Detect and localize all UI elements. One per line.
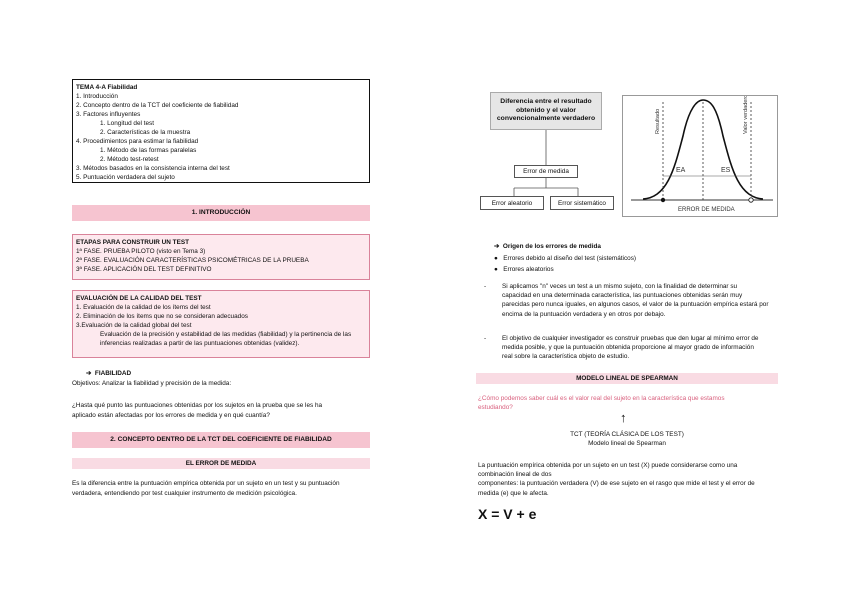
paragraph-line: parecidas pero nunca iguales, en algunos casos, el valor de la puntuación empírica estará por (502, 301, 769, 309)
toc-subitem: 1. Longitud del test (100, 120, 155, 127)
paragraph-line: combinación lineal de dos (478, 471, 552, 479)
es-label: ES (721, 167, 731, 174)
fiabilidad-heading (86, 369, 131, 378)
etapas-title: ETAPAS PARA CONSTRUIR UN TEST (76, 239, 190, 246)
question-line: ¿Hasta qué punto las puntuaciones obtenidas por los sujetos en la prueba que se les ha (72, 402, 323, 409)
paragraph-2 (502, 334, 778, 362)
origen-label: Origen de los errores de medida (502, 243, 601, 250)
ea-label: EA (676, 167, 686, 174)
dash-bullet: - (484, 335, 487, 342)
resultado-point (661, 198, 665, 202)
toc-item: 3. Métodos basados en la consistencia interna del test (76, 165, 230, 172)
etapas-item: 2ª FASE. EVALUACIÓN CARACTERÍSTICAS PSICOMÉTRICAS DE LA PRUEBA (76, 257, 309, 264)
fiabilidad-label: FIABILIDAD (94, 370, 132, 377)
x-axis-label: ERROR DE MEDIDA (678, 207, 735, 213)
arrow-right-icon: ➔ (494, 243, 500, 250)
objetivos-text: Objetivos: Analizar la fiabilidad y precisión de la medida: (72, 380, 232, 387)
error-paragraph-line: verdadera, entendiendo por test cualquier instrumento de medición psicológica. (72, 490, 297, 497)
paragraph-line: componentes: la puntuación verdadera (V) de ese sujeto en el rasgo que mide el test y el error de (478, 480, 755, 488)
valor-verdadero-point (749, 198, 753, 202)
evaluacion-item: 1. Evaluación de la calidad de los ítems del test (76, 304, 211, 311)
evaluacion-subtext: Evaluación de la precisión y estabilidad de las medidas (fiabilidad) y la pertinencia de las (100, 331, 352, 338)
origen-bullet (494, 265, 554, 274)
paragraph-line: El objetivo de cualquier investigador es construir pruebas que den lugar al mínimo error de (502, 335, 759, 342)
etapas-item: 1ª FASE. PRUEBA PILOTO (visto en Tema 3) (76, 248, 206, 255)
evaluacion-item: 3.Evaluación de la calidad global del test (76, 322, 192, 329)
error-medida-title: EL ERROR DE MEDIDA (72, 458, 370, 469)
paragraph-line: medida posible, y que la puntuación obtenida proporcione al mayor grado de información (502, 344, 754, 352)
toc-subitem: 1. Método de las formas paralelas (100, 147, 197, 154)
etapas-box (72, 234, 370, 280)
toc-item: 5. Puntuación verdadera del sujeto (76, 174, 175, 181)
section-2-title: 2. CONCEPTO DENTRO DE LA TCT DEL COEFICIENTE DE FIABILIDAD (72, 432, 370, 448)
toc-item: 4. Procedimientos para estimar la fiabilidad (76, 138, 199, 145)
section-1-title: 1. INTRODUCCIÓN (72, 205, 370, 221)
bullet-icon: ● (494, 255, 498, 262)
puntuacion-paragraph (478, 461, 778, 498)
diagram-left-box: Error aleatorio (480, 196, 544, 210)
toc-subitem: 2. Método test-retest (100, 156, 159, 163)
diagram-right-box: Error sistemático (550, 196, 614, 210)
origen-bullet (494, 254, 636, 263)
paragraph-line: capacidad en una determinada característica, las puntuaciones obtenidas serán muy (502, 292, 743, 300)
modelo-lineal-title: MODELO LINEAL DE SPEARMAN (476, 373, 778, 384)
paragraph-line: encima de la puntuación verdadera y en otros por debajo. (502, 310, 666, 318)
bullet-text: Errores aleatorios (503, 266, 554, 273)
evaluacion-subtext: inferencias realizadas a partir de las puntuaciones obtenidas (validez). (100, 340, 300, 347)
arrow-right-icon: ➔ (86, 370, 92, 377)
toc-item: 1. Introducción (76, 93, 118, 100)
error-diagram (478, 92, 614, 216)
modelo-question: ¿Cómo podemos saber cuál es el valor real del sujeto en la característica que estamos (478, 395, 725, 402)
formula: X = V + e (478, 506, 537, 522)
toc-title: TEMA 4-A Fiabilidad (76, 84, 138, 91)
up-arrow-icon: ↑ (620, 410, 627, 425)
tct-title: TCT (TEORÍA CLÁSICA DE LOS TEST) (570, 431, 684, 438)
error-paragraph-line: Es la diferencia entre la puntuación empírica obtenida por un sujeto en un test y su puntuación (72, 480, 340, 487)
diagram-middle-box: Error de medida (514, 165, 578, 178)
origen-heading (494, 242, 601, 251)
evaluacion-box (72, 290, 370, 358)
curve-figure (622, 95, 778, 217)
bullet-text: Errores debido al diseño del test (sistemáticos) (503, 255, 637, 262)
toc-item: 2. Concepto dentro de la TCT del coeficiente de fiabilidad (76, 102, 239, 109)
toc-box (72, 79, 370, 183)
paragraph-line: Si aplicamos "n" veces un test a un mismo sujeto, con la finalidad de determinar su (502, 283, 738, 290)
y-right-label: Valor verdadero (743, 96, 749, 134)
question-line: aplicado están afectadas por los errores de medida y en qué cuantía? (72, 412, 270, 419)
bullet-icon: ● (494, 266, 498, 273)
tct-subtitle: Modelo lineal de Spearman (588, 440, 666, 447)
evaluacion-title: EVALUACIÓN DE LA CALIDAD DEL TEST (76, 295, 202, 302)
y-left-label: Resultado (655, 108, 661, 134)
toc-item: 3. Factores influyentes (76, 111, 141, 118)
paragraph-line: medida (e) que le afecta. (478, 489, 549, 497)
modelo-question: estudiando? (478, 404, 513, 411)
paragraph-1 (502, 282, 778, 319)
diagram-top-box: Diferencia entre el resultado obtenido y el valor convencionalmente verdadero (490, 92, 602, 130)
paragraph-line: La puntuación empírica obtenida por un sujeto en un test (X) puede considerarse como una (478, 462, 738, 469)
etapas-item: 3ª FASE. APLICACIÓN DEL TEST DEFINITIVO (76, 266, 212, 273)
dash-bullet: - (484, 283, 487, 290)
evaluacion-item: 2. Eliminación de los ítems que no se consideran adecuados (76, 313, 248, 320)
error-curve-chart (623, 96, 777, 216)
paragraph-line: real sobre la característica objeto de estudio. (502, 353, 630, 361)
toc-subitem: 2. Características de la muestra (100, 129, 191, 136)
